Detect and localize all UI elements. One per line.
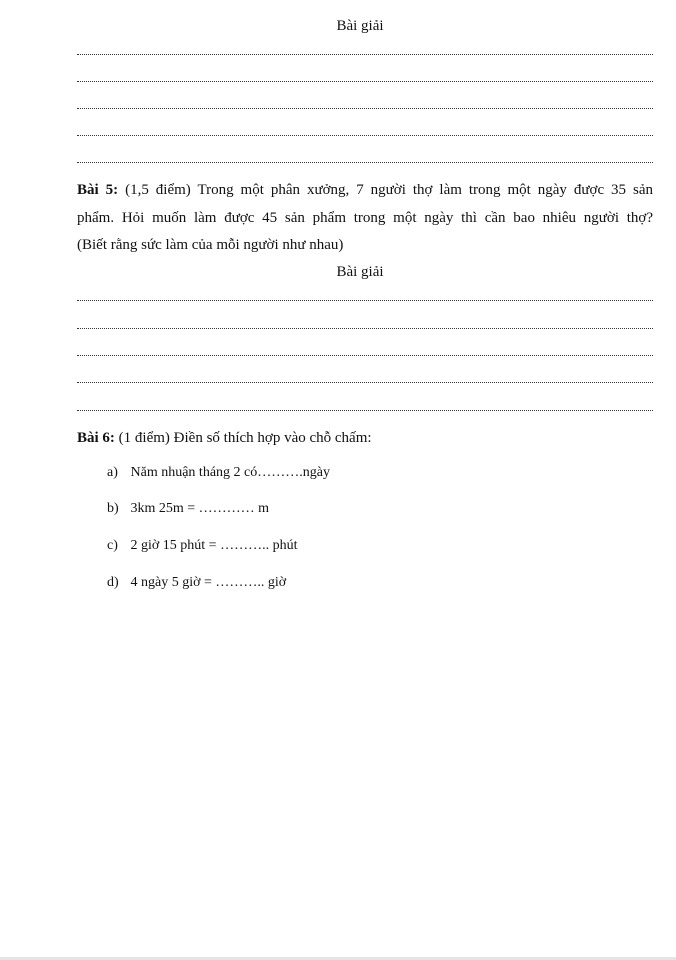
item-letter: a) — [107, 465, 118, 480]
answer-line — [77, 410, 653, 411]
answer-line — [77, 54, 653, 55]
item-text: Năm nhuận tháng 2 có……….ngày — [130, 465, 330, 480]
exercise-5-line-1 — [77, 177, 653, 203]
answer-line — [77, 135, 653, 136]
answer-line — [77, 382, 653, 383]
exercise-5-text-1: (1,5 điểm) Trong một phân xưởng, 7 người thợ làm trong một ngày được 35 sản — [125, 182, 654, 198]
item-letter: d) — [107, 575, 119, 590]
exercise-6-item-c — [107, 536, 297, 556]
answer-line — [77, 81, 653, 82]
item-text: 4 ngày 5 giờ = ……….. giờ — [130, 575, 287, 590]
item-letter: c) — [107, 538, 118, 553]
answer-line — [77, 108, 653, 109]
exercise-6-item-d — [107, 573, 286, 593]
exercise-6-label: Bài 6: — [77, 430, 115, 446]
answer-line — [77, 300, 653, 301]
item-text: 2 giờ 15 phút = ……….. phút — [130, 538, 298, 553]
exercise-5-line-3 — [77, 232, 653, 258]
answer-line — [77, 162, 653, 163]
exercise-6-item-a — [107, 463, 330, 483]
exercise-5-text-3: (Biết rằng sức làm của mỗi người như nhau) — [77, 237, 344, 253]
exercise-6-item-b — [107, 499, 269, 519]
exercise-6-heading — [77, 425, 653, 451]
item-text: 3km 25m = ………… m — [130, 501, 270, 516]
solution-heading-1: Bài giải — [336, 18, 384, 34]
answer-line — [77, 355, 653, 356]
item-letter: b) — [107, 501, 119, 516]
answer-line — [77, 328, 653, 329]
exercise-5-text-2: phẩm. Hỏi muốn làm được 45 sản phẩm trong một ngày thì cần bao nhiêu người thợ? — [77, 210, 653, 226]
solution-heading-2: Bài giải — [336, 264, 384, 280]
exercise-5-label: Bài 5: — [77, 182, 119, 198]
exercise-5-line-2 — [77, 205, 653, 231]
exercise-6-text: (1 điểm) Điền số thích hợp vào chỗ chấm: — [118, 430, 372, 446]
